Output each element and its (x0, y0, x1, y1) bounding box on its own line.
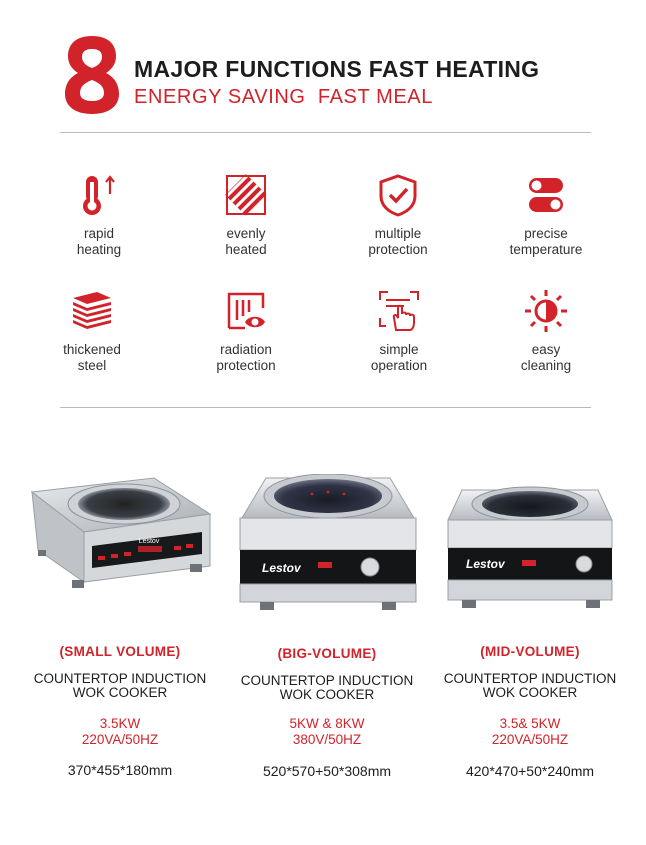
product-dims-small: 370*455*180mm (67, 762, 173, 778)
product-name-big: COUNTERTOP INDUCTION WOK COOKER (240, 673, 414, 702)
sun-clean-icon (523, 288, 569, 334)
feature-precise-temperature: precise temperature (481, 172, 611, 258)
feature-radiation-protection: radiation protection (181, 288, 311, 374)
product-name-mid: COUNTERTOP INDUCTION WOK COOKER (443, 671, 617, 700)
feature-easy-cleaning: easy cleaning (481, 288, 611, 374)
svg-text:Lestov: Lestov (466, 557, 505, 571)
thermometer-icon (76, 172, 122, 218)
product-volume-mid: (MID-VOLUME) (480, 644, 580, 659)
page-title: MAJOR FUNCTIONS FAST HEATING (134, 56, 540, 82)
touch-hand-icon (376, 288, 422, 334)
diagonal-stripes-icon (223, 172, 269, 218)
radiation-eye-icon (223, 288, 269, 334)
product-volume-big: (BIG-VOLUME) (277, 646, 377, 661)
mid-volume-cooker-image (444, 486, 616, 614)
product-spec-big: 5KW & 8KW 380V/50HZ (289, 716, 365, 747)
shield-check-icon (375, 172, 421, 218)
product-spec-small: 3.5KW 220VA/50HZ (81, 716, 159, 747)
product-volume-small: (SMALL VOLUME) (59, 644, 181, 659)
page-subtitle: ENERGY SAVING FAST MEAL (134, 86, 433, 108)
feature-multiple-protection: multiple protection (333, 172, 463, 258)
divider-bottom (60, 407, 591, 408)
product-dims-mid: 420*470+50*240mm (465, 763, 595, 779)
divider-top (60, 132, 591, 133)
feature-rapid-heating: rapid heating (34, 172, 164, 258)
product-dims-big: 520*570+50*308mm (262, 763, 392, 779)
product-name-small: COUNTERTOP INDUCTION WOK COOKER (33, 671, 207, 700)
feature-simple-operation: simple operation (334, 288, 464, 374)
feature-evenly-heated: evenly heated (181, 172, 311, 258)
svg-text:Lestov: Lestov (262, 561, 301, 575)
stacked-layers-icon (69, 288, 115, 334)
toggle-switch-icon (523, 172, 569, 218)
big-volume-cooker-image (236, 474, 420, 612)
feature-thickened-steel: thickened steel (27, 288, 157, 374)
small-volume-cooker-image (26, 470, 226, 602)
product-spec-mid: 3.5& 5KW 220VA/50HZ (491, 716, 569, 747)
number-8-graphic (62, 34, 122, 116)
svg-text:Lestov: Lestov (138, 538, 160, 545)
